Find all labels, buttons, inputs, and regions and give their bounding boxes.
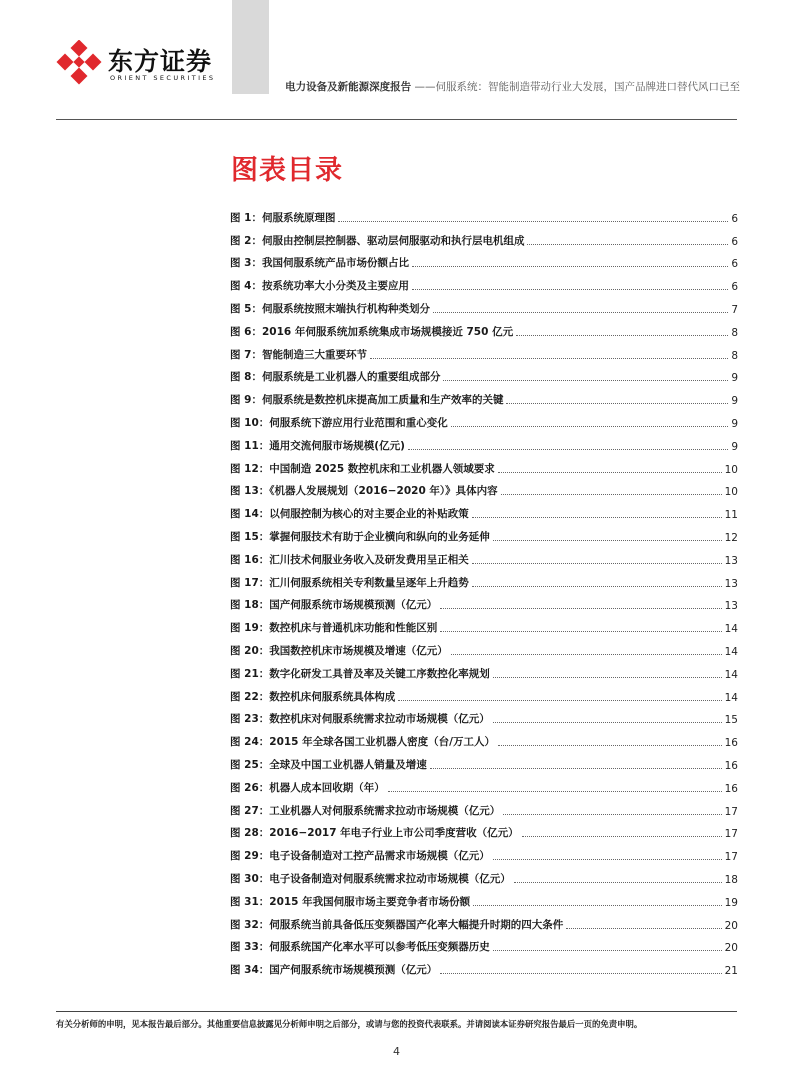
toc-entry[interactable] — [230, 202, 738, 225]
toc-dot-leader — [493, 721, 722, 723]
toc-entry-label: 图 2：伺服由控制层控制器、驱动层伺服驱动和执行层电机组成 — [230, 234, 525, 247]
toc-entry[interactable] — [230, 498, 738, 521]
toc-entry[interactable] — [230, 932, 738, 955]
toc-entry-label: 图 20：我国数控机床市场规模及增速（亿元） — [230, 644, 448, 657]
toc-entry-page: 15 — [724, 714, 738, 727]
toc-entry[interactable] — [230, 544, 738, 567]
toc-entry-label: 图 18：国产伺服系统市场规模预测（亿元） — [230, 599, 438, 612]
toc-dot-leader — [473, 904, 721, 906]
toc-entry-label: 图 32：伺服系统当前具备低压变频器国产化率大幅提升时期的四大条件 — [230, 918, 564, 931]
toc-entry[interactable] — [230, 749, 738, 772]
toc-list — [230, 202, 738, 977]
toc-entry-page: 9 — [731, 440, 738, 453]
toc-entry-label: 图 14：以伺服控制为核心的对主要企业的补贴政策 — [230, 508, 469, 521]
toc-entry[interactable] — [230, 818, 738, 841]
toc-dot-leader — [440, 630, 721, 632]
toc-dot-leader — [451, 425, 729, 427]
toc-dot-leader — [566, 927, 721, 929]
toc-dot-leader — [398, 699, 721, 701]
toc-entry[interactable] — [230, 863, 738, 886]
toc-entry[interactable] — [230, 772, 738, 795]
toc-dot-leader — [433, 311, 728, 313]
toc-entry-label: 图 22：数控机床伺服系统具体构成 — [230, 690, 396, 703]
toc-entry-label: 图 29：电子设备制造对工控产品需求市场规模（亿元） — [230, 850, 490, 863]
toc-entry-page: 13 — [724, 600, 738, 613]
toc-entry-label: 图 10：伺服系统下游应用行业范围和重心变化 — [230, 416, 448, 429]
toc-dot-leader — [440, 972, 721, 974]
toc-entry-page: 21 — [724, 965, 738, 978]
toc-dot-leader — [370, 357, 728, 359]
toc-entry-page: 14 — [724, 645, 738, 658]
toc-entry[interactable] — [230, 453, 738, 476]
brand-name-cn: 东方证券 — [108, 47, 213, 76]
toc-dot-leader — [501, 493, 722, 495]
toc-entry-label: 图 33：伺服系统国产化率水平可以参考低压变频器历史 — [230, 941, 490, 954]
toc-entry[interactable] — [230, 567, 738, 590]
toc-entry[interactable] — [230, 270, 738, 293]
toc-dot-leader — [522, 835, 722, 837]
toc-entry[interactable] — [230, 795, 738, 818]
toc-entry-page: 18 — [724, 873, 738, 886]
toc-entry-page: 8 — [731, 349, 738, 362]
toc-dot-leader — [506, 402, 728, 404]
toc-entry[interactable] — [230, 840, 738, 863]
toc-entry[interactable] — [230, 316, 738, 339]
toc-entry-page: 9 — [731, 417, 738, 430]
footer-disclaimer: 有关分析师的申明，见本报告最后部分。其他重要信息披露见分析师申明之后部分，或请与您的投资代表联系。并请阅读本证券研究报告最后一页的免责申明。 — [56, 1019, 643, 1029]
toc-entry-label: 图 8：伺服系统是工业机器人的重要组成部分 — [230, 371, 441, 384]
toc-entry-label: 图 21：数字化研发工具普及率及关键工序数控化率规划 — [230, 667, 490, 680]
toc-entry[interactable] — [230, 407, 738, 430]
toc-dot-leader — [493, 858, 722, 860]
toc-entry-label: 图 28：2016−2017 年电子行业上市公司季度营收（亿元） — [230, 827, 519, 840]
toc-entry-page: 6 — [731, 235, 738, 248]
toc-dot-leader — [498, 471, 722, 473]
toc-entry[interactable] — [230, 339, 738, 362]
toc-entry-page: 11 — [724, 509, 738, 522]
toc-entry-page: 6 — [731, 258, 738, 271]
toc-entry-label: 图 24：2015 年全球各国工业机器人密度（台/万工人） — [230, 736, 495, 749]
page-number: 4 — [393, 1045, 400, 1058]
toc-entry[interactable] — [230, 476, 738, 499]
report-type: 电力设备及新能源深度报告 — [285, 81, 412, 93]
toc-entry[interactable] — [230, 704, 738, 727]
toc-entry-label: 图 27：工业机器人对伺服系统需求拉动市场规模（亿元） — [230, 804, 501, 817]
toc-dot-leader — [408, 448, 728, 450]
toc-entry[interactable] — [230, 430, 738, 453]
toc-dot-leader — [451, 653, 722, 655]
toc-entry[interactable] — [230, 521, 738, 544]
footer-divider — [56, 1011, 737, 1012]
toc-dot-leader — [503, 813, 721, 815]
toc-dot-leader — [493, 676, 722, 678]
toc-entry-label: 图 16：汇川技术伺服业务收入及研发费用呈正相关 — [230, 553, 469, 566]
toc-dot-leader — [412, 265, 728, 267]
toc-dot-leader — [443, 379, 728, 381]
toc-entry[interactable] — [230, 658, 738, 681]
toc-entry[interactable] — [230, 954, 738, 977]
report-subtitle: 伺服系统：智能制造带动行业大发展，国产品牌进口替代风口已至 — [435, 81, 740, 93]
toc-entry-page: 20 — [724, 942, 738, 955]
toc-dot-leader — [338, 220, 728, 222]
orient-logo-icon — [56, 40, 102, 86]
brand-logo — [56, 40, 256, 100]
brand-name-en: ORIENT SECURITIES — [110, 74, 216, 82]
toc-dot-leader — [412, 288, 728, 290]
toc-entry-page: 9 — [731, 372, 738, 385]
toc-entry-page: 14 — [724, 623, 738, 636]
toc-entry-page: 10 — [724, 486, 738, 499]
toc-entry-label: 图 31：2015 年我国伺服市场主要竞争者市场份额 — [230, 895, 471, 908]
toc-entry[interactable] — [230, 248, 738, 271]
header-divider — [56, 119, 737, 120]
toc-entry-page: 7 — [731, 303, 738, 316]
toc-entry[interactable] — [230, 886, 738, 909]
toc-dot-leader — [527, 243, 728, 245]
toc-entry-label: 图 12：中国制造 2025 数控机床和工业机器人领域要求 — [230, 462, 495, 475]
toc-entry-page: 14 — [724, 668, 738, 681]
toc-entry-page: 13 — [724, 554, 738, 567]
header-separator: —— — [411, 81, 436, 93]
toc-entry[interactable] — [230, 384, 738, 407]
toc-dot-leader — [472, 516, 722, 518]
toc-entry-label: 图 19：数控机床与普通机床功能和性能区别 — [230, 622, 438, 635]
toc-entry-label: 图 1：伺服系统原理图 — [230, 211, 336, 224]
toc-entry-label: 图 23：数控机床对伺服系统需求拉动市场规模（亿元） — [230, 713, 490, 726]
toc-entry-label: 图 13：《机器人发展规划（2016−2020 年）》具体内容 — [230, 485, 498, 498]
toc-entry[interactable] — [230, 293, 738, 316]
toc-entry[interactable] — [230, 635, 738, 658]
toc-entry-page: 16 — [724, 782, 738, 795]
toc-entry[interactable] — [230, 590, 738, 613]
toc-entry-page: 13 — [724, 577, 738, 590]
toc-dot-leader — [516, 334, 728, 336]
toc-entry-label: 图 11：通用交流伺服市场规模(亿元) — [230, 439, 405, 452]
toc-dot-leader — [498, 744, 722, 746]
toc-entry-label: 图 25：全球及中国工业机器人销量及增速 — [230, 758, 427, 771]
toc-entry-label: 图 17：汇川伺服系统相关专利数量呈逐年上升趋势 — [230, 576, 469, 589]
toc-entry[interactable] — [230, 681, 738, 704]
toc-dot-leader — [493, 949, 722, 951]
toc-entry-page: 19 — [724, 896, 738, 909]
toc-entry-page: 17 — [724, 851, 738, 864]
toc-entry-page: 6 — [731, 212, 738, 225]
toc-entry-label: 图 26：机器人成本回收期（年） — [230, 781, 385, 794]
toc-entry-page: 17 — [724, 805, 738, 818]
toc-entry-label: 图 3：我国伺服系统产品市场份额占比 — [230, 257, 409, 270]
toc-entry[interactable] — [230, 909, 738, 932]
toc-entry-page: 8 — [731, 326, 738, 339]
toc-entry-label: 图 30：电子设备制造对伺服系统需求拉动市场规模（亿元） — [230, 872, 511, 885]
toc-entry-page: 6 — [731, 281, 738, 294]
toc-dot-leader — [493, 539, 722, 541]
toc-entry-page: 20 — [724, 919, 738, 932]
toc-entry-label: 图 4：按系统功率大小分类及主要应用 — [230, 280, 409, 293]
toc-entry-label: 图 15：掌握伺服技术有助于企业横向和纵向的业务延伸 — [230, 530, 490, 543]
toc-entry-label: 图 6：2016 年伺服系统加系统集成市场规模接近 750 亿元 — [230, 325, 514, 338]
toc-entry-page: 12 — [724, 531, 738, 544]
toc-dot-leader — [388, 790, 722, 792]
toc-entry-label: 图 34：国产伺服系统市场规模预测（亿元） — [230, 964, 438, 977]
toc-entry-label: 图 5：伺服系统按照末端执行机构种类划分 — [230, 302, 430, 315]
toc-dot-leader — [514, 881, 722, 883]
toc-entry[interactable] — [230, 726, 738, 749]
toc-dot-leader — [472, 585, 722, 587]
toc-entry-page: 17 — [724, 828, 738, 841]
toc-entry-page: 9 — [731, 395, 738, 408]
toc-dot-leader — [430, 767, 722, 769]
toc-entry-page: 16 — [724, 759, 738, 772]
report-header — [276, 79, 740, 95]
toc-entry-label: 图 9：伺服系统是数控机床提高加工质量和生产效率的关键 — [230, 394, 504, 407]
toc-title: 图表目录 — [231, 155, 343, 186]
toc-entry-label: 图 7：智能制造三大重要环节 — [230, 348, 367, 361]
toc-entry-page: 10 — [724, 463, 738, 476]
toc-dot-leader — [472, 562, 722, 564]
toc-entry[interactable] — [230, 362, 738, 385]
toc-entry[interactable] — [230, 225, 738, 248]
toc-entry[interactable] — [230, 612, 738, 635]
toc-entry-page: 16 — [724, 737, 738, 750]
toc-entry-page: 14 — [724, 691, 738, 704]
toc-dot-leader — [440, 607, 721, 609]
